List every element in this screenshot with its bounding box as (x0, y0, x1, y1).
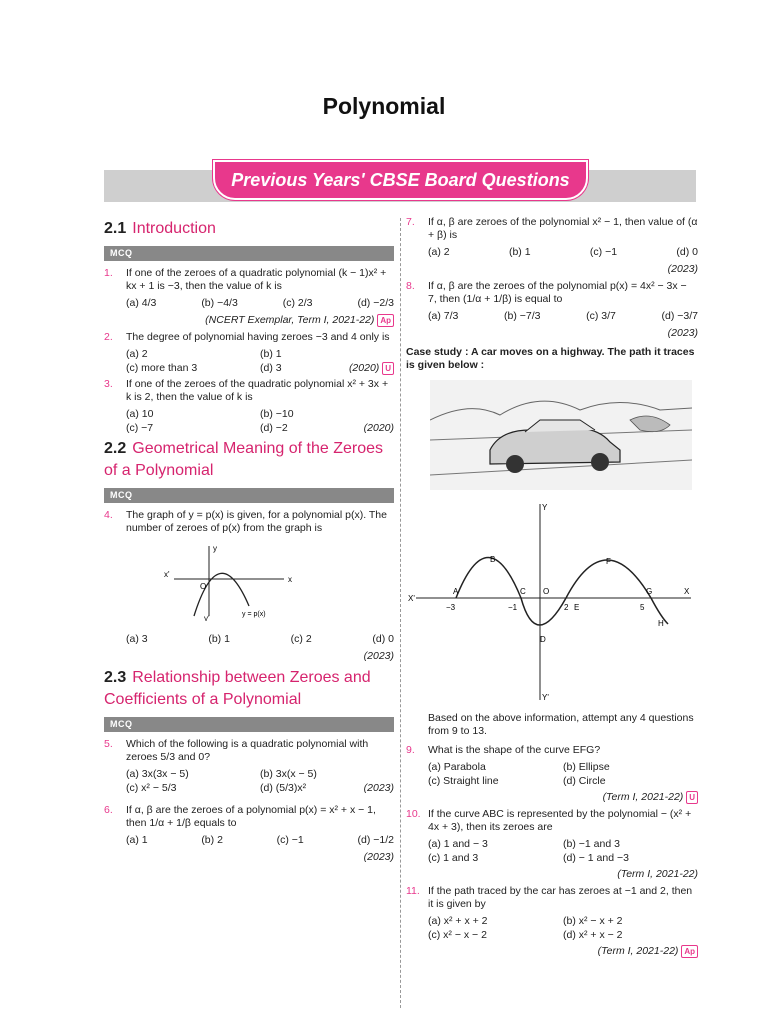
question-6-options: (a) 1 (b) 2 (c) −1 (d) −1/2 (126, 834, 394, 846)
question-5-options: (a) 3x(3x − 5) (b) 3x(x − 5) (c) x² − 5/3 (d) (5/3)x² (2023) (126, 768, 394, 794)
question-1-source: (NCERT Exemplar, Term I, 2021-22) Ap (104, 314, 394, 327)
question-10-source: (Term I, 2021-22) (617, 868, 698, 880)
graph-y-label: Y (542, 503, 548, 512)
question-1-options: (a) 4/3 (b) −4/3 (c) 2/3 (d) −2/3 (126, 297, 394, 309)
question-9: 9. What is the shape of the curve EFG? (406, 744, 601, 756)
case-study-intro: Case study : A car moves on a highway. The path it traces is given below : (406, 346, 695, 371)
tick-5: 5 (640, 603, 645, 612)
ap-badge: Ap (377, 314, 394, 327)
car-on-highway-illustration (430, 380, 692, 490)
question-1: 1. If one of the zeroes of a quadratic polynomial (k − 1)x² + kx + 1 is −3, then the value of k is (104, 267, 387, 292)
curve-label: y = p(x) (242, 611, 266, 618)
y-neg-label: y' (204, 614, 210, 621)
question-6: 6. If α, β are the zeroes of a polynomial p(x) = x² + x − 1, then 1/α + 1/β equals to (104, 804, 376, 829)
question-2: 2. The degree of polynomial having zeroes −3 and 4 only is (104, 331, 390, 343)
question-9-options: (a) Parabola (b) Ellipse (c) Straight line (d) Circle (428, 761, 610, 787)
question-5: 5. Which of the following is a quadratic polynomial with zeroes 5/3 and 0? (104, 738, 369, 763)
point-d-label: D (540, 635, 546, 644)
graph-y-neg-label: Y' (542, 693, 549, 702)
question-9-source: (Term I, 2021-22) U (406, 791, 698, 804)
page-title: Polynomial (322, 93, 446, 119)
point-g-label: G (646, 587, 653, 596)
mcq-label: MCQ (104, 246, 394, 261)
x-label: x (288, 575, 292, 584)
point-b-label: B (490, 555, 496, 564)
ap-badge: Ap (681, 945, 698, 958)
question-11: 11. If the path traced by the car has zeroes at −1 and 2, then it is given by (406, 885, 693, 910)
polynomial-graph-small (164, 541, 304, 621)
mcq-label: MCQ (104, 717, 394, 732)
banner-title: Previous Years' CBSE Board Questions (231, 170, 570, 190)
graph-x-label: X (684, 587, 690, 596)
question-8-source: (2023) (667, 327, 698, 339)
question-4-options: (a) 3 (b) 1 (c) 2 (d) 0 (126, 633, 394, 645)
question-8: 8. If α, β are the zeroes of the polynomial p(x) = 4x² − 3x − 7, then (1/α + 1/β) is equal to (406, 280, 687, 305)
question-10-options: (a) 1 and − 3 (b) −1 and 3 (c) 1 and 3 (d) − 1 and −3 (428, 838, 629, 864)
left-column (104, 216, 394, 868)
case-study-instruction: Based on the above information, attempt any 4 questions from 9 to 13. (428, 712, 694, 737)
right-column (406, 216, 698, 962)
point-h-label: H (658, 619, 664, 628)
point-c-label: C (520, 587, 526, 596)
question-3-options: (a) 10 (b) −10 (c) −7 (d) −2 (2020) (126, 408, 394, 434)
question-11-options: (a) x² + x + 2 (b) x² − x + 2 (c) x² − x − 2 (d) x² + x − 2 (428, 915, 623, 941)
section-2-2-heading: 2.2 Geometrical Meaning of the Zeroes of a Polynomial (104, 440, 384, 479)
column-divider (400, 218, 401, 1008)
graph-x-neg-label: X' (408, 594, 415, 603)
point-f-label: F (606, 557, 611, 566)
x-neg-label: x' (164, 570, 170, 579)
section-2-3-heading: 2.3 Relationship between Zeroes and Coefficients of a Polynomial (104, 669, 371, 708)
section-2-1-heading: 2.1 Introduction (104, 220, 216, 237)
question-2-options: (a) 2 (b) 1 (c) more than 3 (d) 3 (2020) U (104, 348, 394, 375)
question-7-options: (a) 2 (b) 1 (c) −1 (d) 0 (428, 246, 698, 258)
u-badge: U (686, 791, 698, 804)
question-3: 3. If one of the zeroes of the quadratic polynomial x² + 3x + k is 2, then the value of k is (104, 378, 389, 403)
question-6-source: (2023) (363, 851, 394, 863)
point-a-label: A (453, 587, 459, 596)
mcq-label: MCQ (104, 488, 394, 503)
question-7-source: (2023) (667, 263, 698, 275)
tick-minus-3: −3 (446, 603, 456, 612)
question-11-source: (Term I, 2021-22) Ap (406, 945, 698, 958)
u-badge: U (382, 362, 394, 375)
question-4: 4. The graph of y = p(x) is given, for a polynomial p(x). The number of zeroes of p(x) from the graph is (104, 509, 387, 534)
car-path-graph (406, 502, 698, 702)
question-7: 7. If α, β are zeroes of the polynomial x² − 1, then value of (α + β) is (406, 216, 698, 241)
question-4-source: (2023) (363, 650, 394, 662)
question-8-options: (a) 7/3 (b) −7/3 (c) 3/7 (d) −3/7 (428, 310, 698, 322)
y-label: y (213, 544, 217, 553)
question-10: 10. If the curve ABC is represented by the polynomial − (x² + 4x + 3), then its zeroes are (406, 808, 692, 833)
tick-minus-1: −1 (508, 603, 518, 612)
point-e-label: E (574, 603, 580, 612)
tick-2: 2 (564, 603, 569, 612)
graph-origin-label: O (543, 587, 550, 596)
origin-label: O (200, 582, 207, 591)
